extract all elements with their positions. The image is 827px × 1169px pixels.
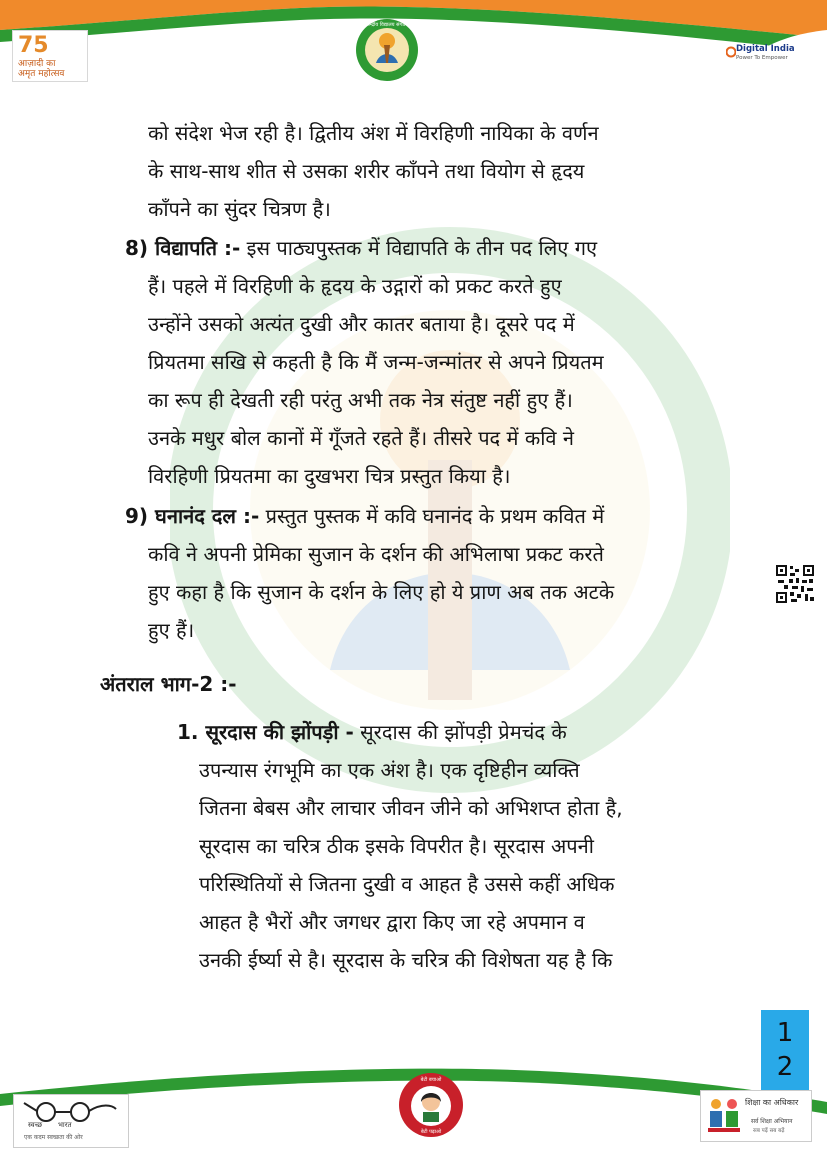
body-line: उन्होंने उसको अत्यंत दुखी और कातर बताया है। दूसरे पद में xyxy=(148,312,575,336)
body-line: के साथ-साथ शीत से उसका शरीर काँपने तथा वियोग से हृदय xyxy=(148,159,585,183)
item-9-label: 9) घनानंद दल :- xyxy=(125,504,260,528)
swachh-bharat-logo: स्वच्छ भारत एक कदम स्वच्छता की ओर xyxy=(13,1094,129,1148)
qr-code-icon[interactable] xyxy=(775,564,815,604)
body-line: जितना बेबस और लाचार जीवन जीने को अभिशप्त होता है, xyxy=(199,796,623,820)
page-number: 1 2 xyxy=(761,1010,809,1090)
section-heading: अंतराल भाग-2 :- xyxy=(100,672,237,696)
beti-padhao-text: बेटी पढ़ाओ xyxy=(420,1129,442,1135)
item-1-first-line: 1. सूरदास की झोंपड़ी - सूरदास की झोंपड़ी प्रेमचंद के xyxy=(177,720,567,744)
beti-bachao-text: बेटी बचाओ xyxy=(420,1077,442,1083)
emblem-text: केन्द्रीय विद्यालय संगठन xyxy=(365,22,409,28)
body-line: सूरदास का चरित्र ठीक इसके विपरीत है। सूरदास अपनी xyxy=(199,834,594,858)
body-line: काँपने का सुंदर चित्रण है। xyxy=(148,197,331,221)
body-line: हुए हैं। xyxy=(148,618,195,642)
body-line: विरहिणी प्रियतमा का दुखभरा चित्र प्रस्तुत किया है। xyxy=(148,464,511,488)
digital-india-tagline: Power To Empower xyxy=(736,55,788,61)
digital-india-logo xyxy=(726,38,806,72)
body-line: आहत है भैरों और जगधर द्वारा किए जा रहे अपमान व xyxy=(199,910,585,934)
body-line: प्रियतमा सखि से कहती है कि मैं जन्म-जन्मांतर से अपने प्रियतम xyxy=(148,350,604,374)
item-8-label: 8) विद्यापति :- xyxy=(125,236,241,260)
body-line: परिस्थितियों से जितना दुखी व आहत है उससे कहीं अधिक xyxy=(199,872,615,896)
azadi-amrit-mahotsav-logo: 75 आज़ादी का अमृत महोत्सव xyxy=(12,30,88,82)
body-line: उनके मधुर बोल कानों में गूँजते रहते हैं। तीसरे पद में कवि ने xyxy=(148,426,574,450)
body-line: उपन्यास रंगभूमि का एक अंश है। एक दृष्टिहीन व्यक्ति xyxy=(199,758,580,782)
beti-bachao-logo xyxy=(398,1072,464,1138)
kvs-emblem xyxy=(354,17,420,83)
body-line: कवि ने अपनी प्रेमिका सुजान के दर्शन की अभिलाषा प्रकट करते xyxy=(148,542,604,566)
digital-india-mark-icon xyxy=(726,44,736,60)
digital-india-title: Digital India xyxy=(736,44,795,54)
glasses-icon xyxy=(22,1099,118,1123)
body-line: का रूप ही देखती रही परंतु अभी तक नेत्र संतुष्ट नहीं हुए हैं। xyxy=(148,388,573,412)
body-line: को संदेश भेज रही है। द्वितीय अंश में विरहिणी नायिका के वर्णन xyxy=(148,121,599,145)
item-1-label: 1. सूरदास की झोंपड़ी - xyxy=(177,720,354,744)
item-9-first-line: 9) घनानंद दल :- प्रस्तुत पुस्तक में कवि घनानंद के प्रथम कवित में xyxy=(125,504,605,528)
body-line: हुए कहा है कि सुजान के दर्शन के लिए हो ये प्राण अब तक अटके xyxy=(148,580,615,604)
body-line: हैं। पहले में विरहिणी के हृदय के उद्गारों को प्रकट करते हुए xyxy=(148,274,562,298)
shiksha-ka-adhikar-logo: शिक्षा का अधिकार सर्व शिक्षा अभियान सब पढ़ें सब बढ़ें xyxy=(700,1090,812,1142)
item-8-first-line: 8) विद्यापति :- इस पाठ्यपुस्तक में विद्यापति के तीन पद लिए गए xyxy=(125,236,598,260)
body-line: उनकी ईर्ष्या से है। सूरदास के चरित्र की विशेषता यह है कि xyxy=(199,948,613,972)
children-reading-icon xyxy=(704,1094,744,1138)
